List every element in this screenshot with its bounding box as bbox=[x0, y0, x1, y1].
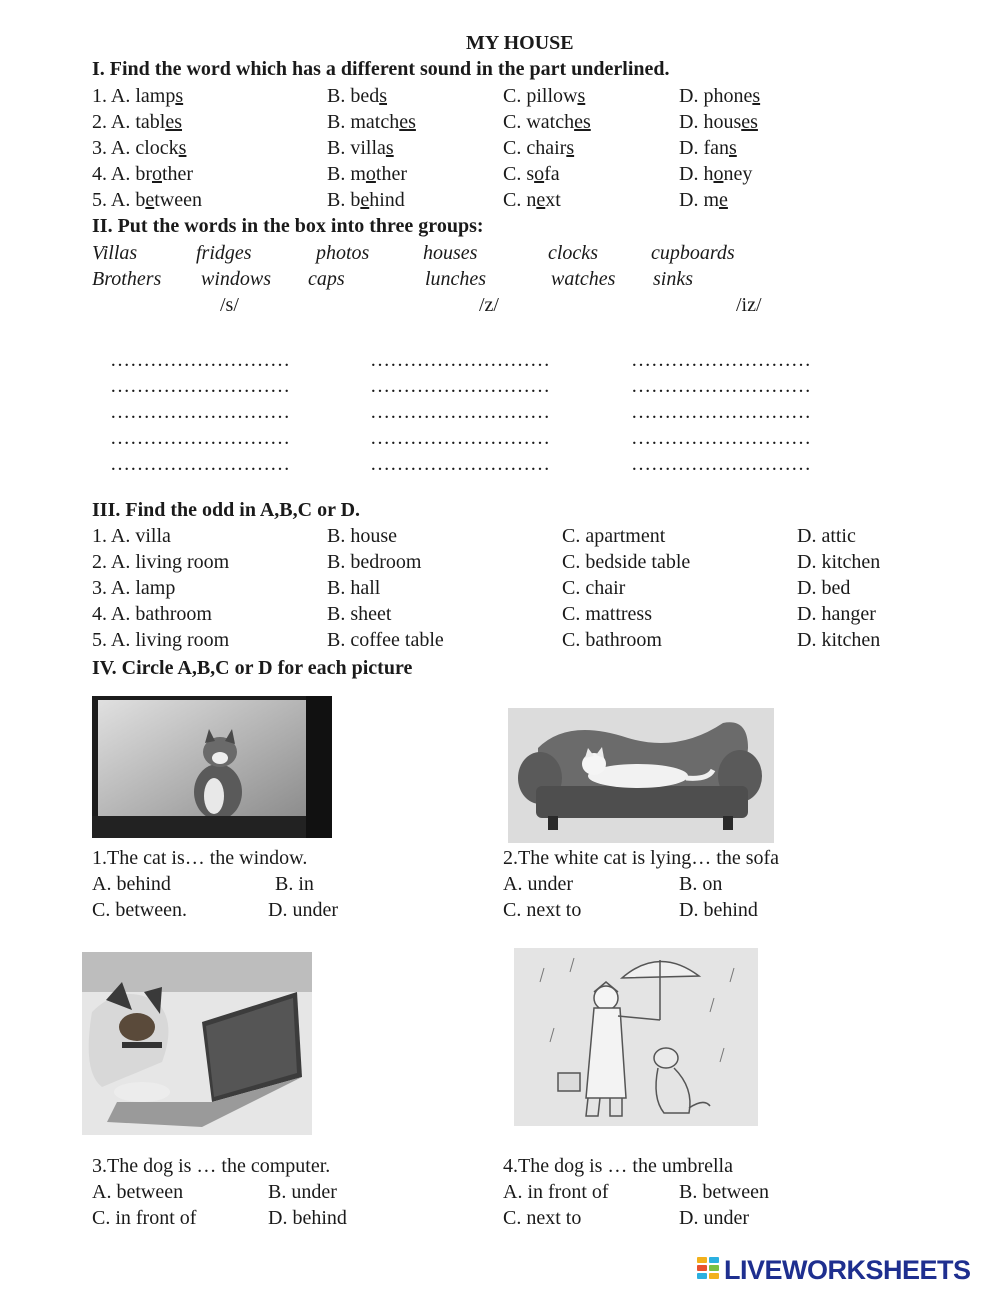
section1-option bbox=[503, 83, 585, 109]
section3-option: B. sheet bbox=[327, 603, 392, 625]
underlined-part: es bbox=[741, 111, 758, 133]
section1-option bbox=[92, 187, 202, 213]
option-text: ther bbox=[375, 163, 407, 185]
answer-option-b: B. under bbox=[268, 1181, 337, 1203]
section4-heading-num: IV bbox=[92, 657, 112, 679]
answer-option-c: C. between. bbox=[92, 899, 187, 921]
section3-option: D. bed bbox=[797, 577, 851, 599]
section3-option: C. mattress bbox=[562, 603, 652, 625]
answer-option-d: D. behind bbox=[268, 1207, 347, 1229]
word-item: Brothers bbox=[92, 268, 162, 290]
option-text: B. b bbox=[327, 189, 361, 211]
section3-option: C. bathroom bbox=[562, 629, 662, 651]
option-text: C. s bbox=[503, 163, 535, 185]
underlined-part: s bbox=[178, 137, 187, 159]
answer-blank-line: ……………………… bbox=[370, 401, 550, 423]
option-text: C. watch bbox=[503, 111, 575, 133]
option-text: B. m bbox=[327, 163, 366, 185]
section4-heading bbox=[92, 655, 412, 681]
section1-option bbox=[679, 161, 752, 187]
section3-option: C. apartment bbox=[562, 525, 666, 547]
answer-blank-line: ……………………… bbox=[631, 349, 811, 371]
section1-option bbox=[92, 135, 186, 161]
section3-heading: III. Find the odd in A,B,C or D. bbox=[92, 499, 361, 521]
answer-blank-line: ……………………… bbox=[110, 453, 290, 475]
section3-option: D. attic bbox=[797, 525, 856, 547]
underlined-part: e bbox=[719, 189, 728, 211]
option-text: D. fan bbox=[679, 137, 729, 159]
word-item: clocks bbox=[548, 242, 598, 264]
section3-option: B. hall bbox=[327, 577, 381, 599]
answer-option-c: C. next to bbox=[503, 1207, 582, 1229]
word-item: windows bbox=[201, 268, 272, 290]
word-item: fridges bbox=[196, 242, 252, 264]
question-text: 4.The dog is … the umbrella bbox=[503, 1155, 733, 1177]
section1-option bbox=[327, 109, 416, 135]
word-item: caps bbox=[308, 268, 345, 290]
answer-option-b: B. on bbox=[679, 873, 723, 895]
cat-window-photo bbox=[92, 696, 332, 838]
option-text: 3. A. clock bbox=[92, 137, 179, 159]
section4-heading-rest: . Circle A,B,C or D for each picture bbox=[111, 657, 413, 679]
underlined-part: s bbox=[379, 85, 388, 107]
option-text: D. m bbox=[679, 189, 719, 211]
group-z-label: /z/ bbox=[479, 294, 499, 316]
underlined-part: o bbox=[152, 163, 162, 185]
option-text: fa bbox=[544, 163, 560, 185]
cat-sofa-photo bbox=[508, 708, 774, 843]
section3-option: D. kitchen bbox=[797, 629, 881, 651]
section3-option: 1. A. villa bbox=[92, 525, 171, 547]
underlined-part: es bbox=[574, 111, 591, 133]
answer-option-d: D. behind bbox=[679, 899, 758, 921]
section1-option bbox=[679, 109, 758, 135]
section2-heading: II. Put the words in the box into three groups: bbox=[92, 215, 484, 237]
option-text: D. phone bbox=[679, 85, 753, 107]
section1-option bbox=[503, 135, 574, 161]
word-item: houses bbox=[423, 242, 478, 264]
answer-option-c: C. in front of bbox=[92, 1207, 197, 1229]
section3-option: 2. A. living room bbox=[92, 551, 230, 573]
section1-option bbox=[327, 161, 407, 187]
section3-option: C. bedside table bbox=[562, 551, 691, 573]
option-text: D. h bbox=[679, 163, 714, 185]
liveworksheets-logo-icon bbox=[697, 1255, 721, 1285]
answer-blank-line: ……………………… bbox=[631, 401, 811, 423]
liveworksheets-logo bbox=[697, 1253, 971, 1287]
question-text: 3.The dog is … the computer. bbox=[92, 1155, 331, 1177]
option-text: 5. A. b bbox=[92, 189, 146, 211]
section1-option bbox=[92, 109, 182, 135]
underlined-part: s bbox=[385, 137, 394, 159]
underlined-part: es bbox=[399, 111, 416, 133]
option-text: D. hous bbox=[679, 111, 742, 133]
underlined-part: s bbox=[175, 85, 184, 107]
umbrella-dog-sketch bbox=[514, 948, 758, 1126]
option-text: 1. A. lamp bbox=[92, 85, 176, 107]
option-text: B. villa bbox=[327, 137, 386, 159]
section1-option bbox=[503, 161, 560, 187]
section1-option bbox=[327, 83, 387, 109]
answer-option-a: A. in front of bbox=[503, 1181, 609, 1203]
section1-option bbox=[679, 135, 737, 161]
section3-option: 5. A. living room bbox=[92, 629, 230, 651]
underlined-part: o bbox=[365, 163, 376, 185]
answer-blank-line: ……………………… bbox=[370, 427, 550, 449]
underlined-part: s bbox=[577, 85, 586, 107]
option-text: B. bed bbox=[327, 85, 380, 107]
option-text: xt bbox=[545, 189, 561, 211]
section3-option: B. house bbox=[327, 525, 397, 547]
answer-blank-line: ……………………… bbox=[110, 349, 290, 371]
answer-option-a: A. behind bbox=[92, 873, 171, 895]
answer-option-d: D. under bbox=[679, 1207, 749, 1229]
underlined-part: s bbox=[566, 137, 575, 159]
answer-option-b: B. in bbox=[275, 873, 314, 895]
section1-heading: I. Find the word which has a different sound in the part underlined. bbox=[92, 58, 670, 80]
section1-option bbox=[327, 135, 394, 161]
option-text: ney bbox=[723, 163, 753, 185]
underlined-part: s bbox=[752, 85, 761, 107]
group-iz-label: /iz/ bbox=[736, 294, 762, 316]
word-item: lunches bbox=[425, 268, 487, 290]
section3-option: D. kitchen bbox=[797, 551, 881, 573]
section3-option: D. hanger bbox=[797, 603, 876, 625]
underlined-part: e bbox=[536, 189, 546, 211]
answer-blank-line: ……………………… bbox=[370, 375, 550, 397]
answer-blank-line: ……………………… bbox=[370, 349, 550, 371]
answer-blank-line: ……………………… bbox=[110, 427, 290, 449]
word-item: Villas bbox=[92, 242, 138, 264]
option-text: C. pillow bbox=[503, 85, 578, 107]
underlined-part: s bbox=[728, 137, 737, 159]
underlined-part: e bbox=[360, 189, 370, 211]
section1-option bbox=[92, 161, 193, 187]
section1-option bbox=[92, 83, 183, 109]
underlined-part: o bbox=[534, 163, 545, 185]
answer-blank-line: ……………………… bbox=[631, 453, 811, 475]
answer-blank-line: ……………………… bbox=[110, 401, 290, 423]
section1-option bbox=[327, 187, 405, 213]
underlined-part: e bbox=[145, 189, 155, 211]
word-item: photos bbox=[316, 242, 370, 264]
section3-option: B. coffee table bbox=[327, 629, 444, 651]
answer-blank-line: ……………………… bbox=[631, 427, 811, 449]
underlined-part: es bbox=[165, 111, 183, 133]
group-s-label: /s/ bbox=[220, 294, 239, 316]
section1-option bbox=[679, 187, 728, 213]
answer-option-d: D. under bbox=[268, 899, 338, 921]
option-text: 2. A. tabl bbox=[92, 111, 166, 133]
section3-option: B. bedroom bbox=[327, 551, 422, 573]
section3-option: 4. A. bathroom bbox=[92, 603, 212, 625]
word-item: watches bbox=[551, 268, 616, 290]
section1-option bbox=[503, 109, 591, 135]
word-item: sinks bbox=[653, 268, 693, 290]
answer-option-a: A. between bbox=[92, 1181, 184, 1203]
section3-option: 3. A. lamp bbox=[92, 577, 176, 599]
option-text: tween bbox=[154, 189, 202, 211]
option-text: hind bbox=[369, 189, 405, 211]
answer-blank-line: ……………………… bbox=[370, 453, 550, 475]
word-item: cupboards bbox=[651, 242, 735, 264]
section3-option: C. chair bbox=[562, 577, 626, 599]
section1-option bbox=[503, 187, 561, 213]
answer-blank-line: ……………………… bbox=[631, 375, 811, 397]
section1-option bbox=[679, 83, 760, 109]
answer-blank-line: ……………………… bbox=[110, 375, 290, 397]
option-text: B. match bbox=[327, 111, 400, 133]
answer-option-c: C. next to bbox=[503, 899, 582, 921]
liveworksheets-logo-text: LIVEWORKSHEETS bbox=[724, 1254, 971, 1285]
underlined-part: o bbox=[713, 163, 724, 185]
option-text: C. n bbox=[503, 189, 537, 211]
answer-option-a: A. under bbox=[503, 873, 573, 895]
question-text: 1.The cat is… the window. bbox=[92, 847, 308, 869]
page-title: MY HOUSE bbox=[466, 32, 574, 54]
answer-option-b: B. between bbox=[679, 1181, 769, 1203]
dog-laptop-photo bbox=[82, 952, 312, 1135]
option-text: 4. A. br bbox=[92, 163, 152, 185]
question-text: 2.The white cat is lying… the sofa bbox=[503, 847, 780, 869]
option-text: C. chair bbox=[503, 137, 567, 159]
option-text: ther bbox=[162, 163, 194, 185]
